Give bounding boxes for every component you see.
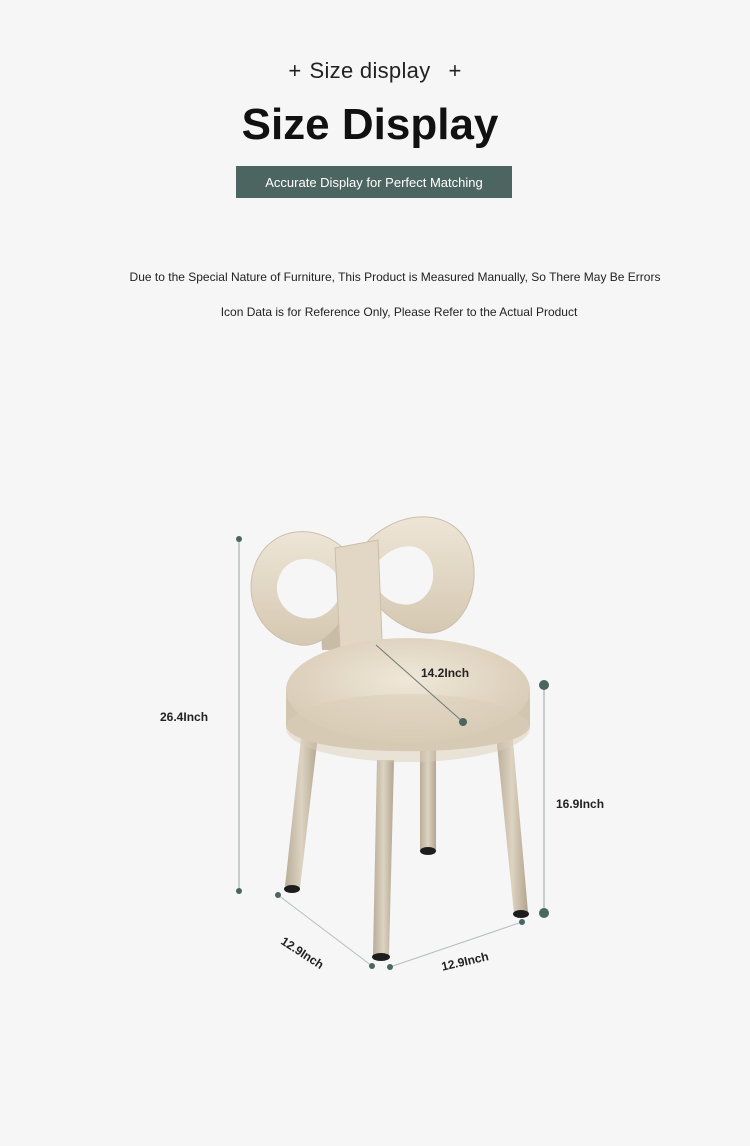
total-height-label: 26.4Inch [160,710,209,724]
chair-legs [284,730,529,961]
seat-cushion [286,638,530,762]
plus-icon: + [288,58,302,83]
seat-height-measure-line [539,680,549,918]
kicker-text: Size display [309,58,431,83]
disclaimer-line-2: Icon Data is for Reference Only, Please Refer to the Actual Product [220,305,578,319]
page-title: Size Display [241,100,499,149]
depth-label: 12.9Inch [278,934,327,972]
plus-icon: + [448,58,462,83]
width-label: 12.9Inch [440,949,490,974]
bow-backrest [251,517,474,648]
banner-text: Accurate Display for Perfect Matching [265,174,483,190]
seat-diameter-label: 14.2Inch [421,666,470,680]
seat-height-label: 16.9Inch [556,797,605,811]
height-measure-line [236,536,242,894]
disclaimer-line-1: Due to the Special Nature of Furniture, This Product is Measured Manually, So There May Be Errors [129,270,661,284]
